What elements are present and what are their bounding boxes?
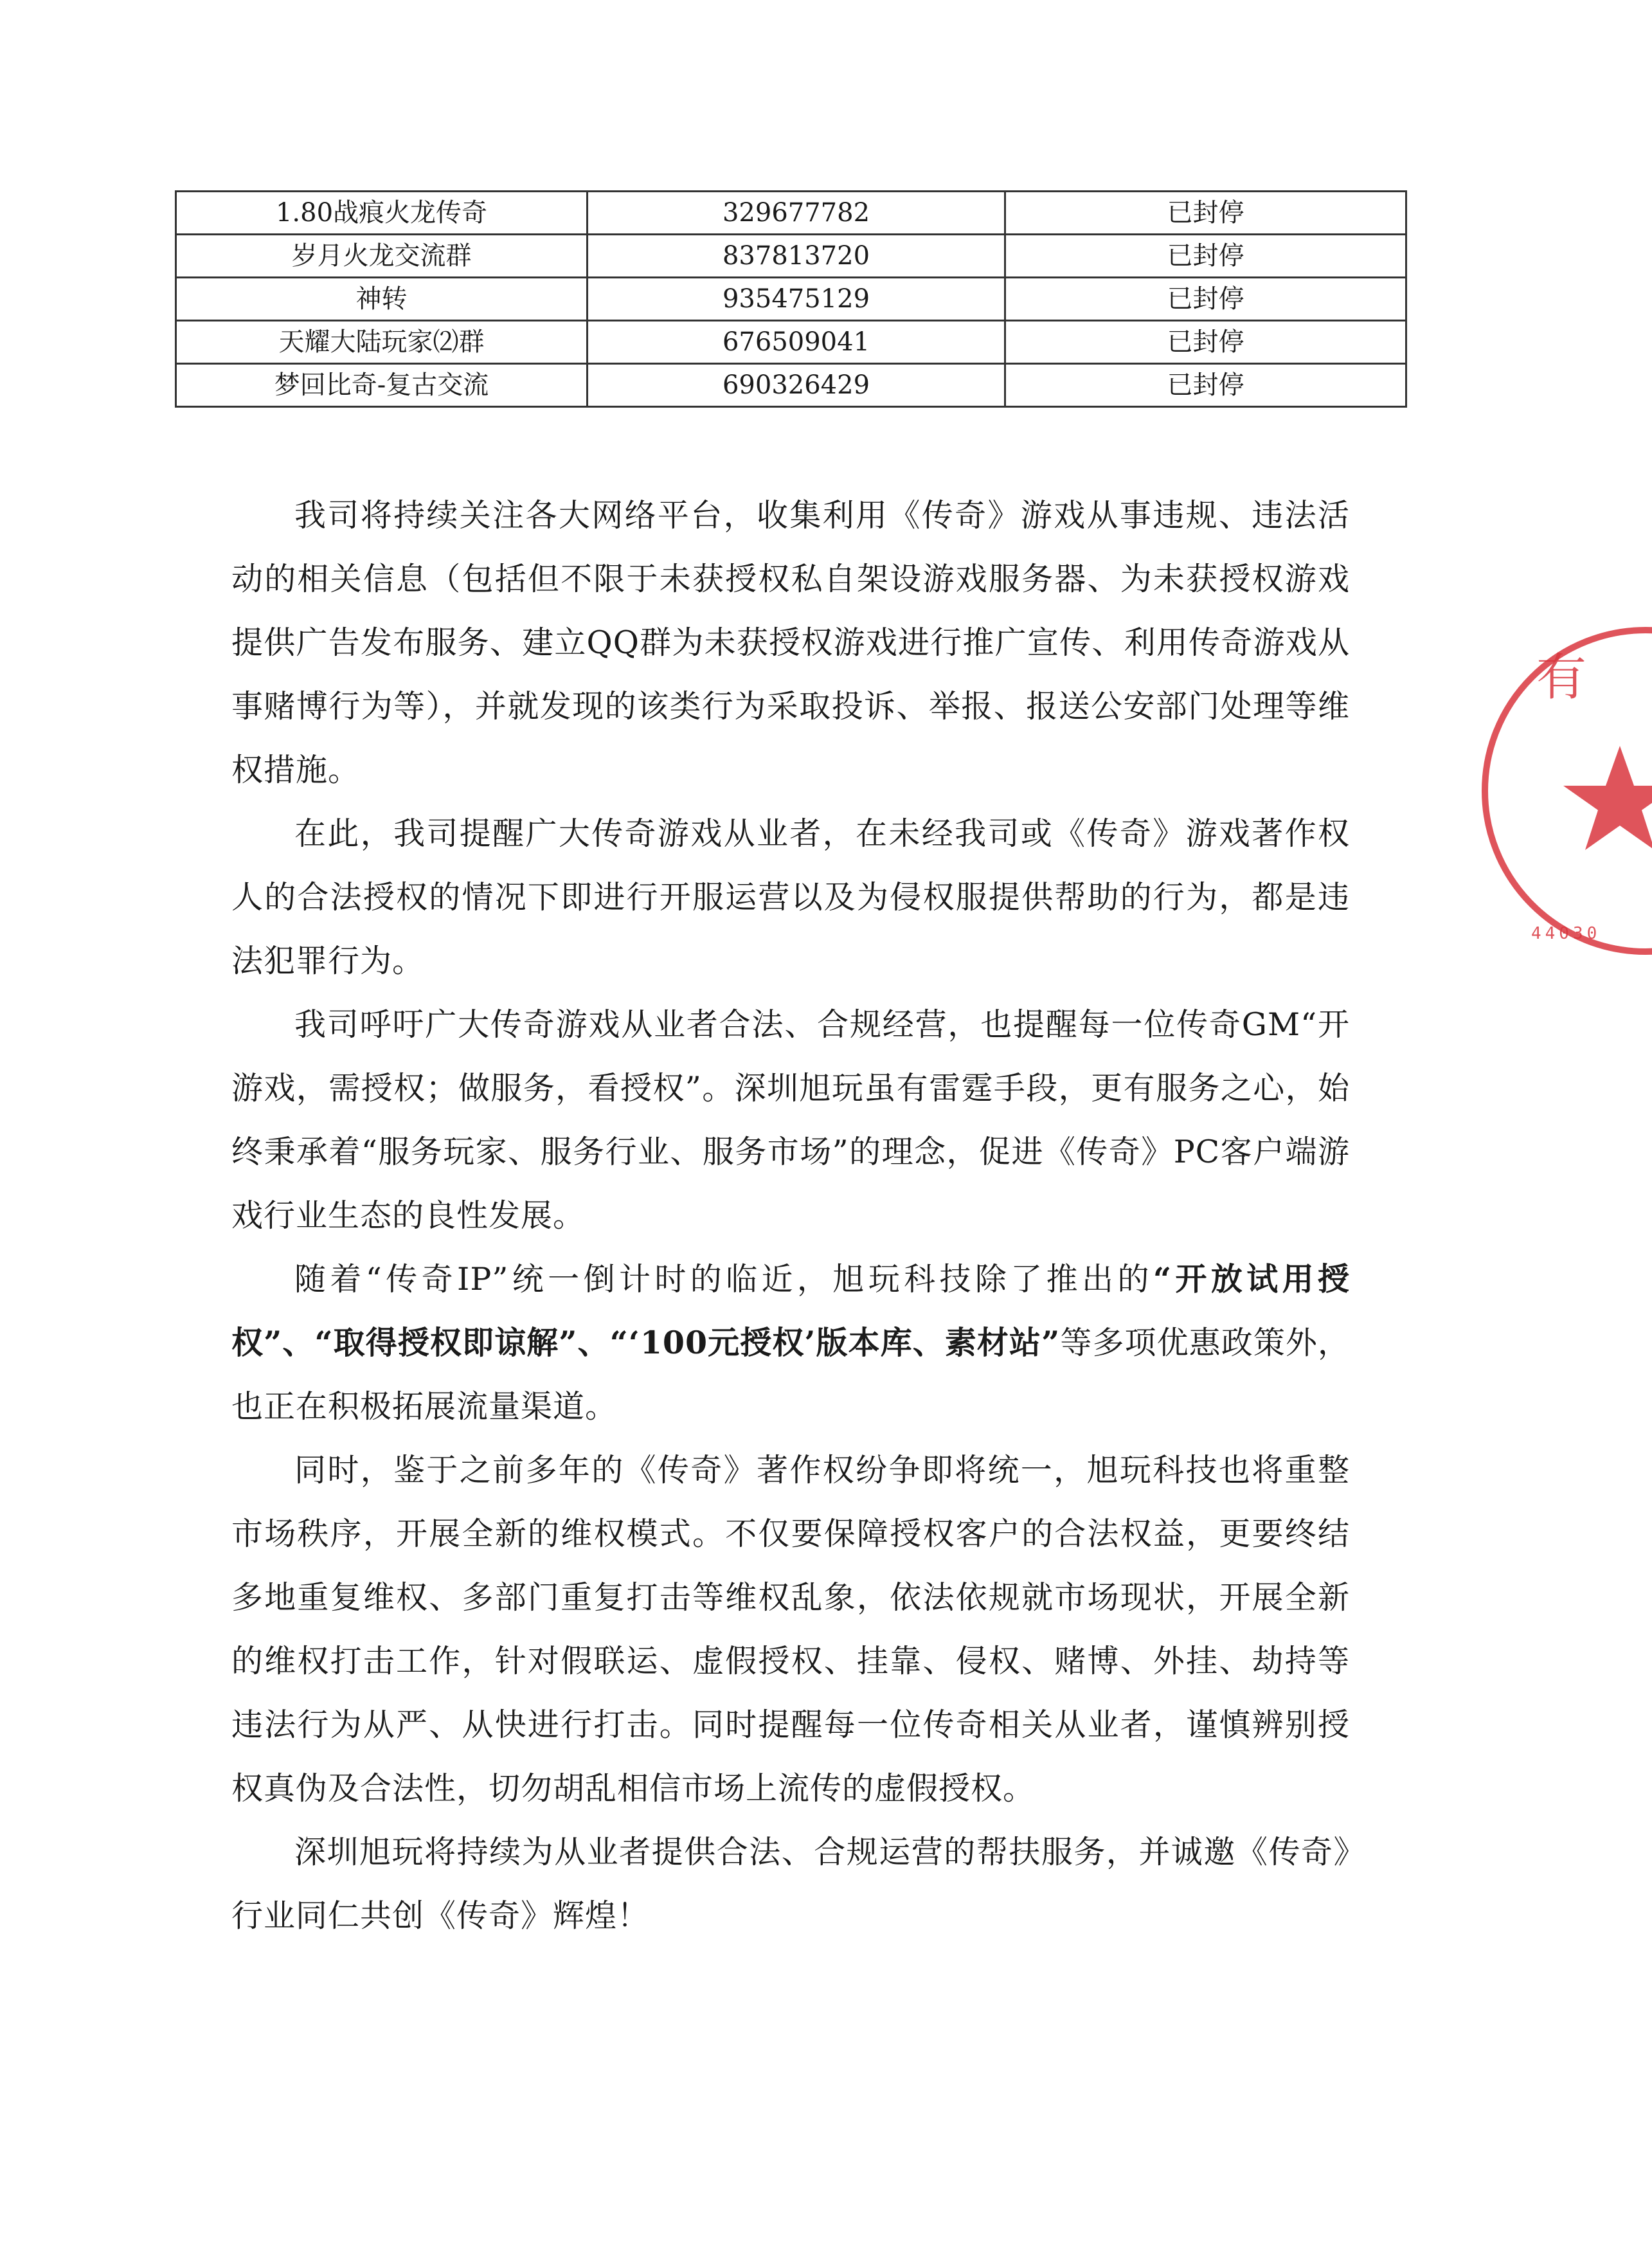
policies-outro: 等多项优惠政策外，也正在积极拓展流量渠道。 <box>231 1325 1350 1425</box>
paragraph-appeal: 我司呼吁广大传奇游戏从业者合法、合规经营，也提醒每一位传奇GM“开游戏，需授权；做服务，看授权”。深圳旭玩虽有雷霆手段，更有服务之心，始终秉承着“服务玩家、服务行业、服务市场”的理念，促进《传奇》PC客户端游戏行业生态的良性发展。 <box>231 1006 1350 1234</box>
group-name-cell: 岁月火龙交流群 <box>176 235 588 278</box>
group-status-cell: 已封停 <box>1005 278 1406 321</box>
policies-highlight: “开放试用授权”、“取得授权即谅解”、“‘100元授权’版本库、素材站” <box>231 1260 1350 1361</box>
notice-body <box>231 484 1350 1948</box>
paragraph-closing: 深圳旭玩将持续为从业者提供合法、合规运营的帮扶服务，并诚邀《传奇》行业同仁共创《传奇》辉煌！ <box>231 1834 1350 1934</box>
group-name-cell: 神转 <box>176 278 588 321</box>
group-number-cell: 690326429 <box>588 364 1005 407</box>
group-number-cell: 837813720 <box>588 235 1005 278</box>
group-status-cell: 已封停 <box>1005 192 1406 235</box>
paragraph-monitoring: 我司将持续关注各大网络平台，收集利用《传奇》游戏从事违规、违法活动的相关信息（包括但不限于未获授权私自架设游戏服务器、为未获授权游戏提供广告发布服务、建立QQ群为未获授权游戏进行推广宣传、利用传奇游戏从事赌博行为等），并就发现的该类行为采取投诉、举报、报送公安部门处理等维权措施。 <box>231 497 1350 788</box>
group-number-cell: 676509041 <box>588 321 1005 364</box>
table-row <box>176 278 1406 321</box>
svg-text:44030: 44030 <box>1531 924 1601 943</box>
group-status-cell: 已封停 <box>1005 321 1406 364</box>
table-row <box>176 321 1406 364</box>
group-name-cell: 天耀大陆玩家⑵群 <box>176 321 588 364</box>
group-name-cell: 1.80战痕火龙传奇 <box>176 192 588 235</box>
table-row <box>176 235 1406 278</box>
group-status-cell: 已封停 <box>1005 364 1406 407</box>
group-name-cell: 梦回比奇-复古交流 <box>176 364 588 407</box>
company-seal <box>1498 617 1652 977</box>
qq-group-table <box>175 190 1407 408</box>
table-row <box>176 192 1406 235</box>
group-status-cell: 已封停 <box>1005 235 1406 278</box>
table-row <box>176 364 1406 407</box>
paragraph-policies <box>231 1247 1350 1438</box>
group-number-cell: 329677782 <box>588 192 1005 235</box>
svg-text:有: 有 <box>1536 649 1587 707</box>
group-number-cell: 935475129 <box>588 278 1005 321</box>
paragraph-enforcement: 同时，鉴于之前多年的《传奇》著作权纷争即将统一，旭玩科技也将重整市场秩序，开展全新的维权模式。不仅要保障授权客户的合法权益，更要终结多地重复维权、多部门重复打击等维权乱象，依法依规就市场现状，开展全新的维权打击工作，针对假联运、虚假授权、挂靠、侵权、赌博、外挂、劫持等违法行为从严、从快进行打击。同时提醒每一位传奇相关从业者，谨慎辨别授权真伪及合法性，切勿胡乱相信市场上流传的虚假授权。 <box>231 1452 1350 1807</box>
policies-intro: 随着“传奇IP”统一倒计时的临近，旭玩科技除了推出的 <box>294 1261 1153 1298</box>
paragraph-warning: 在此，我司提醒广大传奇游戏从业者，在未经我司或《传奇》游戏著作权人的合法授权的情况下即进行开服运营以及为侵权服提供帮助的行为，都是违法犯罪行为。 <box>231 815 1350 979</box>
